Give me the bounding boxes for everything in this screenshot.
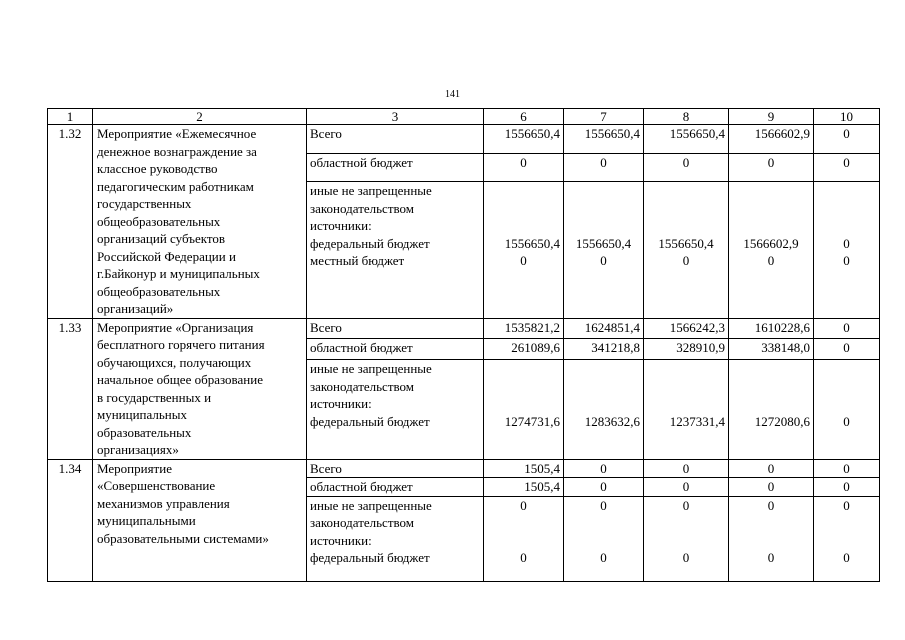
source-line: местный бюджет (310, 253, 405, 269)
value-cell: 0 (814, 339, 880, 360)
source-line: законодательством (310, 515, 415, 530)
item-title-line: начальное общее образование (97, 372, 263, 387)
local-value: 0 (520, 253, 527, 269)
source-regional-label: областной бюджет (307, 478, 484, 497)
header-cell-2: 2 (93, 109, 307, 125)
item-title-line: государственных (97, 196, 192, 211)
value-cell (644, 360, 729, 459)
header-cell-6: 6 (484, 109, 564, 125)
item-title-line: обучающихся, получающих (97, 354, 252, 370)
local-value: 0 (682, 253, 690, 269)
table-row (48, 459, 880, 478)
item-title-line: Мероприятие «Организация (97, 319, 254, 335)
item-number: 1.33 (48, 318, 93, 459)
value-cell (564, 182, 644, 318)
item-title-line: муниципальных (97, 407, 188, 422)
item-title-line: образовательными системами» (97, 530, 269, 546)
value-cell: 1556650,4 (484, 125, 564, 154)
value-cell: 0 (814, 318, 880, 339)
value-cell (729, 360, 814, 459)
source-regional-label: областной бюджет (307, 339, 484, 360)
source-line: законодательством (310, 378, 415, 394)
item-title-line: образовательных (97, 424, 192, 440)
source-other-label (307, 182, 484, 318)
source-total-label: Всего (307, 459, 484, 478)
value-cell: 0 (729, 459, 814, 478)
source-line: федеральный бюджет (310, 550, 430, 565)
federal-value: 0 (520, 550, 527, 565)
value-cell: 341218,8 (564, 339, 644, 360)
value-cell: 0 (564, 478, 644, 497)
source-other-label (307, 496, 484, 581)
item-title-line: классное руководство (97, 161, 218, 176)
other-sources-value: 0 (843, 497, 850, 513)
value-cell (644, 496, 729, 581)
item-title-line: организаций субъектов (97, 231, 226, 246)
value-cell (564, 496, 644, 581)
header-cell-8: 8 (644, 109, 729, 125)
item-title-line: Мероприятие «Ежемесячное (97, 126, 257, 141)
item-title-line: организациях» (97, 442, 179, 457)
item-title-line: педагогическим работникам (97, 178, 254, 194)
federal-value: 0 (843, 235, 850, 251)
source-line: иные не запрещенные (310, 497, 432, 513)
item-title (93, 318, 307, 459)
value-cell: 1556650,4 (564, 125, 644, 154)
value-cell: 0 (729, 478, 814, 497)
header-cell-3: 3 (307, 109, 484, 125)
value-cell: 0 (644, 478, 729, 497)
value-cell (564, 360, 644, 459)
value-cell (484, 496, 564, 581)
header-row (48, 109, 880, 125)
item-title-line: Российской Федерации и (97, 248, 236, 264)
source-line: источники: (310, 396, 372, 412)
header-cell-1: 1 (48, 109, 93, 125)
value-cell (729, 496, 814, 581)
federal-value: 1237331,4 (669, 413, 725, 429)
page-number: 141 (445, 89, 460, 100)
source-line: федеральный бюджет (310, 413, 430, 429)
item-title-line: механизмов управления (97, 495, 230, 511)
item-title-line: бесплатного горячего питания (97, 337, 265, 352)
header-cell-7: 7 (564, 109, 644, 125)
value-cell (729, 182, 814, 318)
item-title-line: «Совершенствование (97, 478, 216, 493)
table-row (48, 125, 880, 154)
source-line: источники: (310, 218, 372, 234)
federal-value: 1556650,4 (504, 235, 560, 251)
item-number: 1.34 (48, 459, 93, 581)
value-cell (484, 360, 564, 459)
item-title (93, 125, 307, 319)
value-cell: 1610228,6 (729, 318, 814, 339)
other-sources-value: 0 (520, 497, 527, 513)
value-cell: 1624851,4 (564, 318, 644, 339)
value-cell: 1556650,4 (644, 125, 729, 154)
value-cell: 1566602,9 (729, 125, 814, 154)
value-cell: 0 (814, 153, 880, 182)
value-cell: 338148,0 (729, 339, 814, 360)
source-total-label: Всего (307, 125, 484, 154)
value-cell: 0 (484, 153, 564, 182)
federal-value: 1272080,6 (754, 413, 810, 429)
item-title-line: общеобразовательных (97, 283, 221, 299)
value-cell: 1505,4 (484, 459, 564, 478)
item-title-line: организаций» (97, 301, 174, 316)
item-title-line: г.Байконур и муниципальных (97, 266, 260, 281)
item-number: 1.32 (48, 125, 93, 319)
federal-value: 0 (682, 550, 690, 565)
value-cell (814, 360, 880, 459)
item-title-line: в государственных и (97, 389, 212, 405)
value-cell: 328910,9 (644, 339, 729, 360)
value-cell: 0 (814, 459, 880, 478)
source-line: источники: (310, 532, 372, 548)
value-cell: 261089,6 (484, 339, 564, 360)
source-other-label (307, 360, 484, 459)
source-line: иные не запрещенные (310, 183, 432, 199)
value-cell (814, 496, 880, 581)
federal-value: 1274731,6 (504, 413, 560, 429)
source-line: иные не запрещенные (310, 361, 432, 377)
local-value: 0 (767, 253, 775, 269)
other-sources-value: 0 (682, 497, 690, 513)
value-cell: 0 (814, 125, 880, 154)
value-cell: 1566242,3 (644, 318, 729, 339)
value-cell (644, 182, 729, 318)
value-cell (814, 182, 880, 318)
other-sources-value: 0 (767, 497, 775, 513)
value-cell: 0 (644, 459, 729, 478)
value-cell: 0 (814, 478, 880, 497)
federal-value: 1556650,4 (575, 235, 632, 251)
item-title (93, 459, 307, 581)
header-cell-10: 10 (814, 109, 880, 125)
value-cell: 0 (564, 153, 644, 182)
item-title-line: муниципальными (97, 513, 196, 528)
source-line: федеральный бюджет (310, 235, 430, 251)
item-title-line: общеобразовательных (97, 213, 221, 229)
source-regional-label: областной бюджет (307, 153, 484, 182)
federal-value: 0 (843, 550, 850, 565)
header-cell-9: 9 (729, 109, 814, 125)
item-title-line: денежное вознаграждение за (97, 143, 257, 159)
federal-value: 1283632,6 (584, 413, 640, 429)
item-title-line: Мероприятие (97, 460, 172, 476)
local-value: 0 (600, 253, 607, 269)
federal-value: 0 (600, 550, 607, 565)
source-total-label: Всего (307, 318, 484, 339)
value-cell: 1505,4 (484, 478, 564, 497)
value-cell: 1535821,2 (484, 318, 564, 339)
value-cell: 0 (564, 459, 644, 478)
local-value: 0 (843, 253, 850, 269)
federal-value: 0 (843, 413, 850, 429)
federal-value: 1556650,4 (658, 235, 714, 251)
source-line: законодательством (310, 200, 415, 216)
value-cell (484, 182, 564, 318)
value-cell: 0 (644, 153, 729, 182)
federal-value: 0 (767, 550, 775, 565)
other-sources-value: 0 (600, 497, 607, 513)
table-row (48, 318, 880, 339)
federal-value: 1566602,9 (743, 235, 799, 251)
program-funding-table (47, 108, 880, 582)
value-cell: 0 (729, 153, 814, 182)
